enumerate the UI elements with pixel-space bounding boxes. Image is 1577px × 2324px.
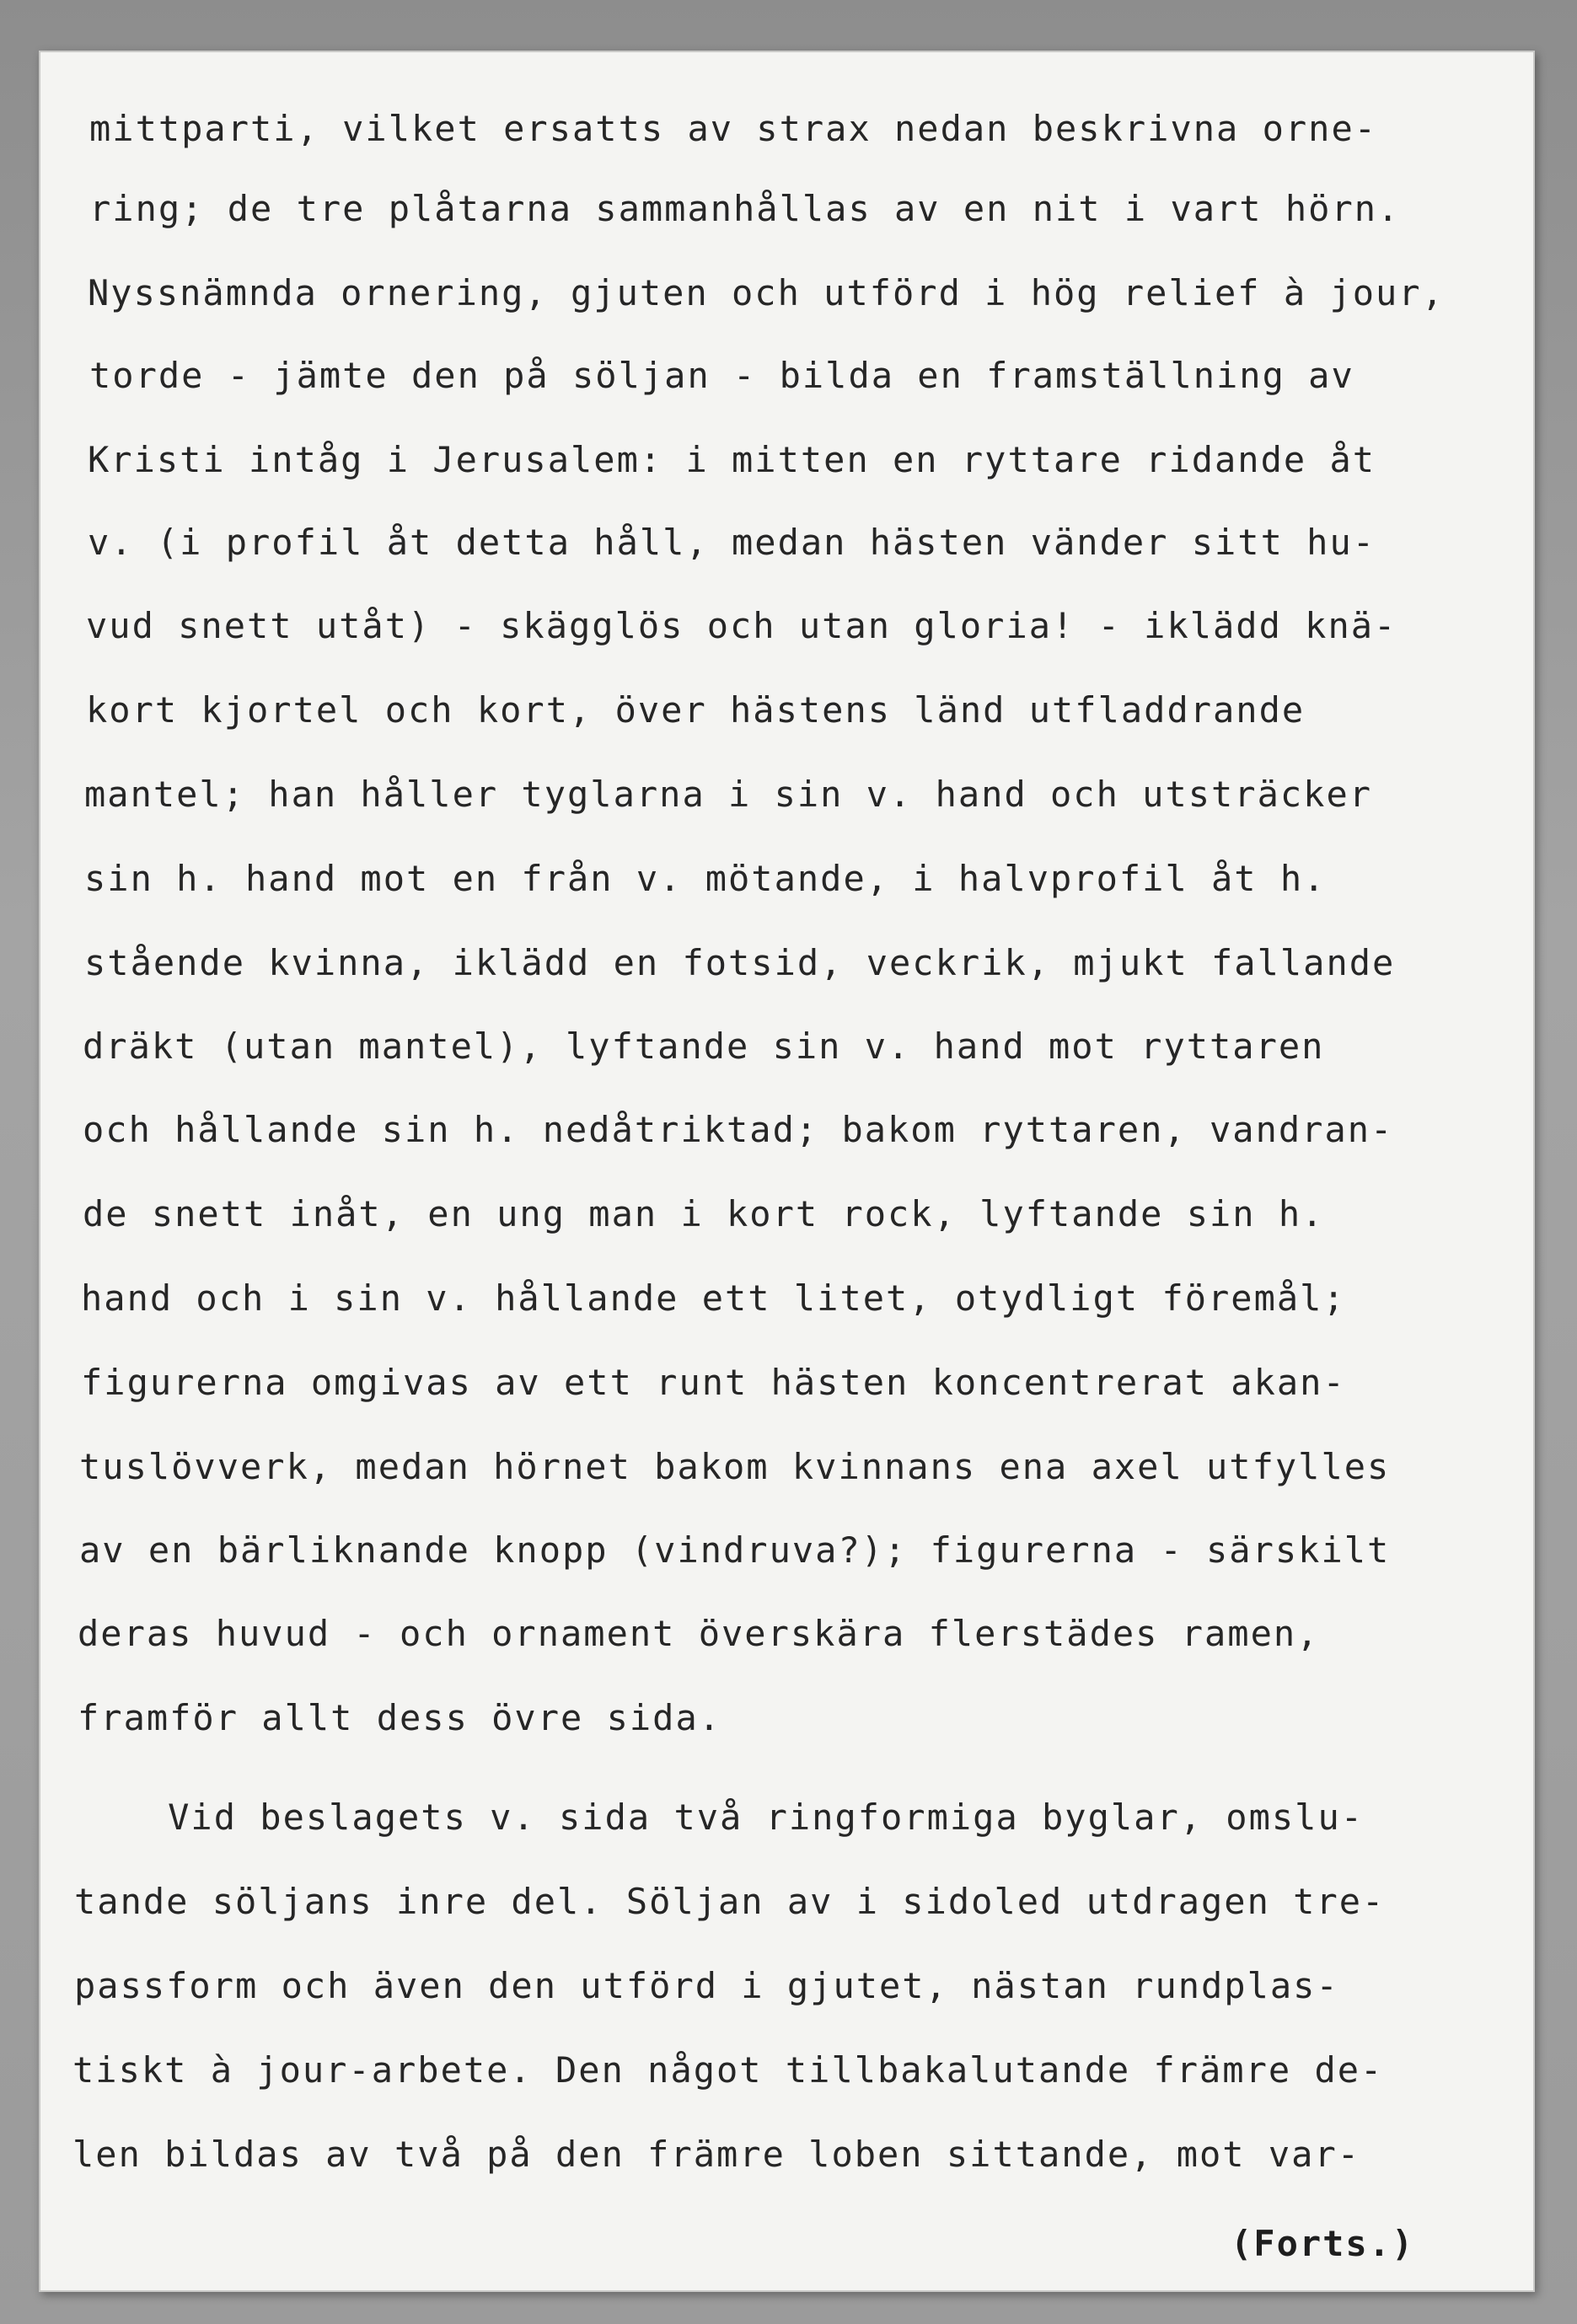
text-line: mantel; han håller tyglarna i sin v. hand och utsträcker [84,774,1373,815]
text-line: vud snett utåt) - skägglös och utan gloria! - iklädd knä- [86,605,1397,646]
text-line: sin h. hand mot en från v. mötande, i halvprofil åt h. [84,858,1327,899]
text-line: hand och i sin v. hållande ett litet, otydligt föremål; [81,1277,1346,1319]
text-line: tuslövverk, medan hörnet bakom kvinnans ena axel utfylles [79,1446,1391,1487]
text-line: dräkt (utan mantel), lyftande sin v. hand mot ryttaren [83,1025,1325,1067]
text-line: mittparti, vilket ersatts av strax nedan beskrivna orne- [89,108,1378,149]
text-line: och hållande sin h. nedåtriktad; bakom ryttaren, vandran- [83,1109,1394,1150]
continuation-note: (Forts.) [1231,2223,1415,2264]
text-line: framför allt dess övre sida. [78,1697,722,1738]
text-line: stående kvinna, iklädd en fotsid, veckrik, mjukt fallande [84,942,1396,983]
text-line: len bildas av två på den främre loben sittande, mot var- [72,2134,1361,2175]
text-line: torde - jämte den på söljan - bilda en framställning av [89,355,1354,396]
text-line: tande söljans inre del. Söljan av i sidoled utdragen tre- [74,1881,1386,1922]
text-line: de snett inåt, en ung man i kort rock, lyftande sin h. [83,1193,1325,1234]
text-line: v. (i profil åt detta håll, medan hästen vänder sitt hu- [88,522,1376,563]
text-line: figurerna omgivas av ett runt hästen koncentrerat akan- [81,1362,1346,1403]
typewritten-page [39,51,1535,2292]
text-line: ring; de tre plåtarna sammanhållas av en nit i vart hörn. [89,188,1401,229]
text-line: av en bärliknande knopp (vindruva?); figurerna - särskilt [79,1529,1391,1571]
text-line: kort kjortel och kort, över hästens länd utfladdrande [86,689,1306,731]
text-line: Kristi intåg i Jerusalem: i mitten en ryttare ridande åt [88,439,1376,480]
text-line: Vid beslagets v. sida två ringformiga byglar, omslu- [76,1797,1365,1838]
text-line: tiskt à jour-arbete. Den något tillbakalutande främre de- [72,2049,1384,2091]
text-line: deras huvud - och ornament överskära flerstädes ramen, [78,1613,1320,1654]
text-line: passform och även den utförd i gjutet, nästan rundplas- [74,1965,1339,2006]
text-line: Nyssnämnda ornering, gjuten och utförd i hög relief à jour, [88,272,1445,313]
